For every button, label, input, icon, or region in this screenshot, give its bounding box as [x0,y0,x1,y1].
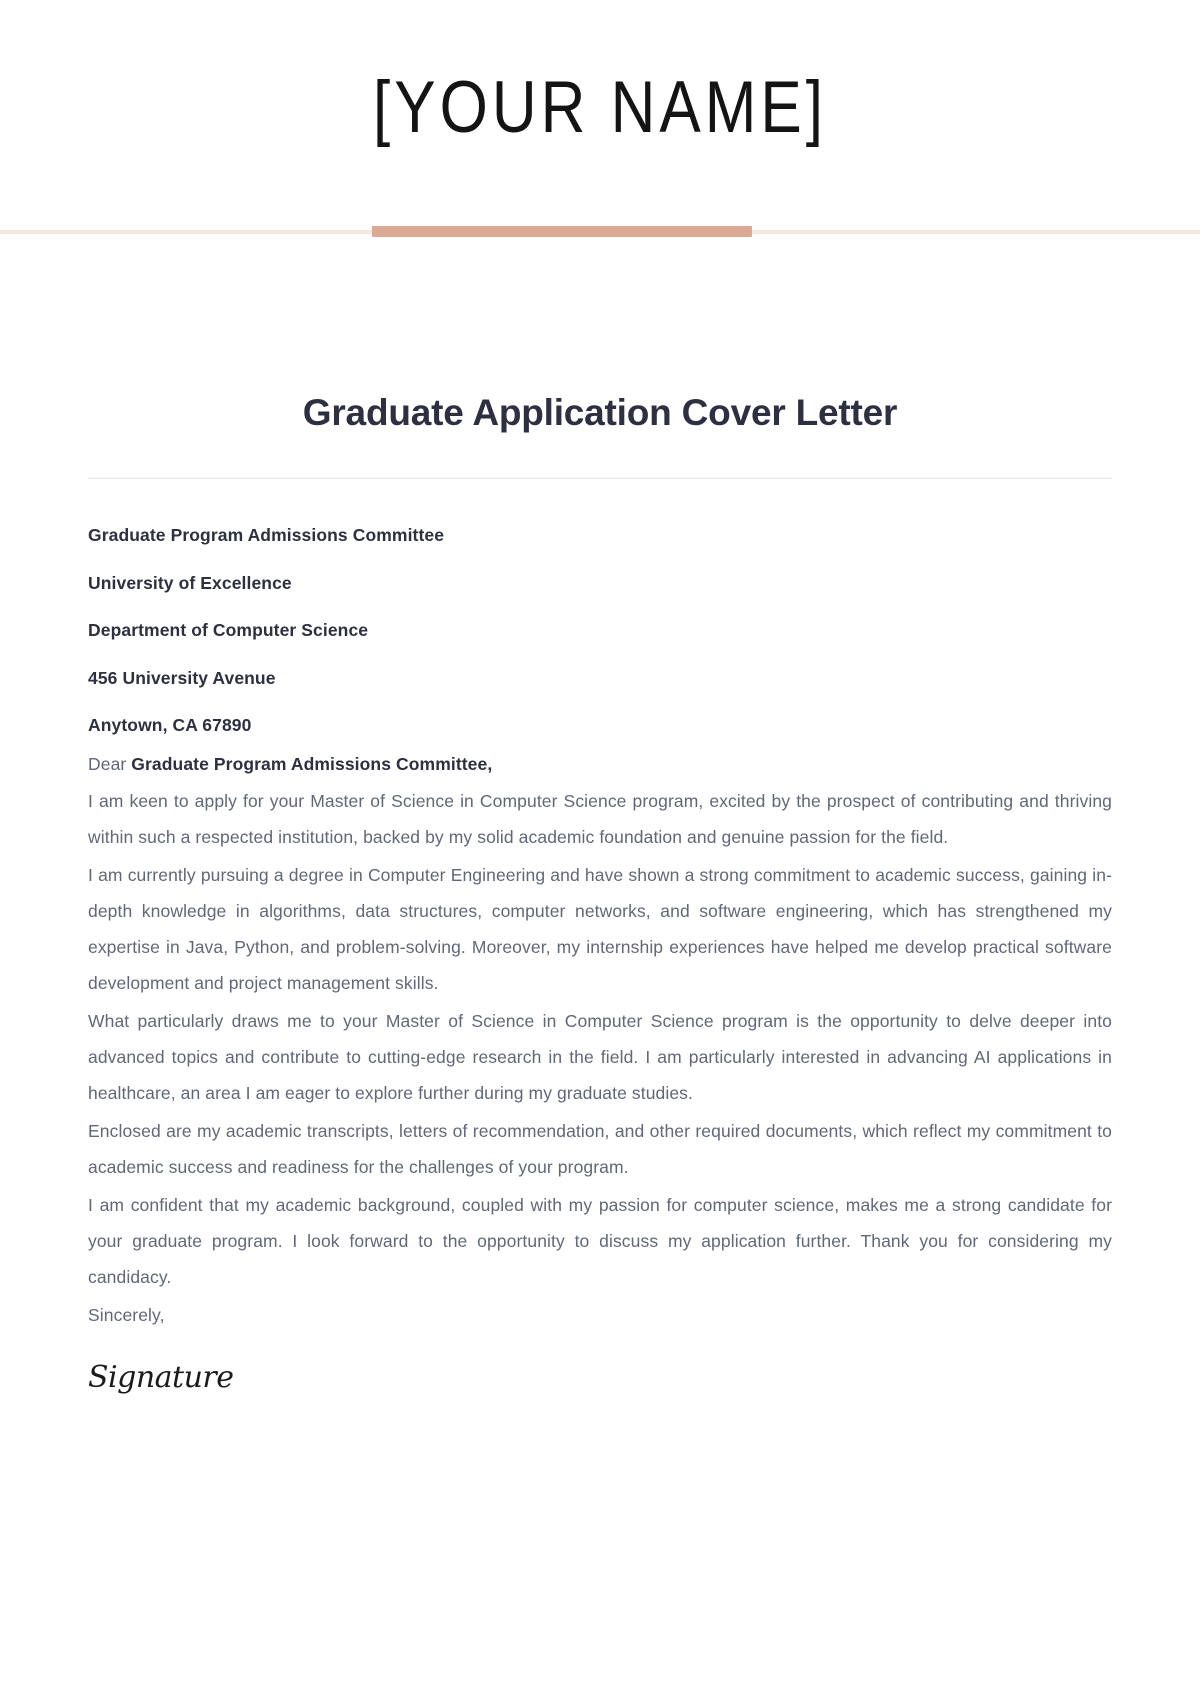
salutation-suffix: , [487,753,493,774]
letterhead-name: [YOUR NAME] [373,67,827,149]
title-underline-rule [88,478,1112,479]
salutation [88,751,1112,777]
recipient-line: Graduate Program Admissions Committee [88,525,445,546]
recipient-line: Anytown, CA 67890 [88,715,252,736]
letterhead-divider [0,226,1200,238]
recipient-block [88,527,1112,735]
recipient-line: 456 University Avenue [88,667,276,688]
letter-content [88,527,1112,1393]
signature-text: Signature [88,1360,234,1395]
body-paragraph: I am confident that my academic background, coupled with my passion for computer science, makes me a strong candidate for your graduate program. I look forward to the opportunity to discuss my application further. Thank you for considering my candidacy. [88,1195,1112,1287]
body-paragraph: What particularly draws me to your Master of Science in Computer Science program is the opportunity to delve deeper into advanced topics and contribute to cutting-edge research in the field. I am particularly interested in advancing AI applications in healthcare, an area I am eager to explore further during my graduate studies. [88,1011,1112,1103]
divider-accent-bar [372,226,752,237]
closing-line: Sincerely, [88,1305,165,1325]
recipient-line: Department of Computer Science [88,620,369,641]
letterhead [0,0,1200,149]
salutation-recipient-name: Graduate Program Admissions Committee [131,753,488,774]
body-paragraph: I am keen to apply for your Master of Science in Computer Science program, excited by the prospect of contributing and thriving within such a respected institution, backed by my solid academic foundation and genuine passion for the field. [88,791,1112,847]
body-paragraph: Enclosed are my academic transcripts, letters of recommendation, and other required documents, which reflect my commitment to academic success and readiness for the challenges of your program. [88,1121,1112,1177]
body-paragraph: I am currently pursuing a degree in Computer Engineering and have shown a strong commitment to academic success, gaining in-depth knowledge in algorithms, data structures, computer networks, and software engineering, which has strengthened my expertise in Java, Python, and problem-solving. Moreover, my internship experiences have helped me develop practical software development and project management skills. [88,865,1112,993]
page-title: Graduate Application Cover Letter [302,392,898,433]
recipient-line: University of Excellence [88,572,292,593]
salutation-prefix: Dear [88,753,132,774]
cover-letter-document [0,390,1200,1393]
